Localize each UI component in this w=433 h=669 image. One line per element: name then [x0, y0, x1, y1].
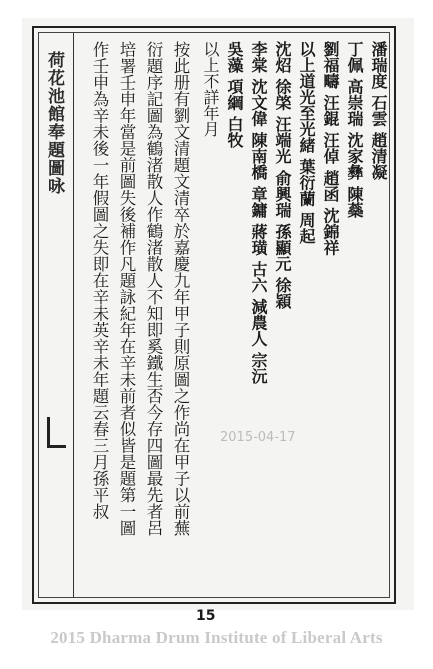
vertical-text-body [73, 33, 389, 597]
text-column: 以上不詳年月 [201, 41, 220, 137]
text-column: 作壬申為辛未後一年假圖之失即在辛未英辛未年題云春三月孫平叔 [90, 41, 109, 520]
spine-margin [39, 33, 74, 597]
date-stamp: 2015-04-17 [220, 430, 296, 445]
text-column: 丁佩 高崇瑞 沈家彝 陳蘂 [345, 41, 364, 218]
fishtail-mark [47, 417, 66, 448]
text-column: 培署壬申年當是前圖失後補作凡題詠紀年在辛未前者似皆是題第一圖 [117, 41, 136, 536]
spine-title: 荷花池館奉題圖咏 [44, 51, 64, 195]
text-column: 李棠 沈文偉 陳南橋 章鏞 蔣璜 古六 減農人 宗沅 [249, 41, 268, 384]
page-inner-border [38, 32, 390, 598]
text-column: 劉福疇 汪錕 汪倬 趙函 沈錦祥 [321, 41, 340, 256]
page-border [32, 26, 396, 604]
text-column: 以上道光至光緒 葉衍蘭 周起 [297, 41, 316, 245]
text-column: 衍題序記圖為鶴渚散人作鶴渚散人不知即奚鐵生否今存四圖最先者呂 [144, 41, 163, 536]
text-column: 沈炤 徐棨 汪端光 俞興瑞 孫顯元 徐穎 [273, 41, 292, 309]
text-column: 按此册有劉文清題文清卒於嘉慶九年甲子則原圖之作尚在甲子以前蕪 [171, 41, 190, 536]
text-column: 潘瑞度 石雲 趙清凝 [369, 41, 388, 181]
text-column: 吳藻 項綱 白牧 [225, 41, 244, 149]
scanned-page [22, 18, 414, 624]
page-number: 15 [196, 608, 216, 624]
watermark: 2015 Dharma Drum Institute of Liberal Arts [50, 628, 383, 647]
